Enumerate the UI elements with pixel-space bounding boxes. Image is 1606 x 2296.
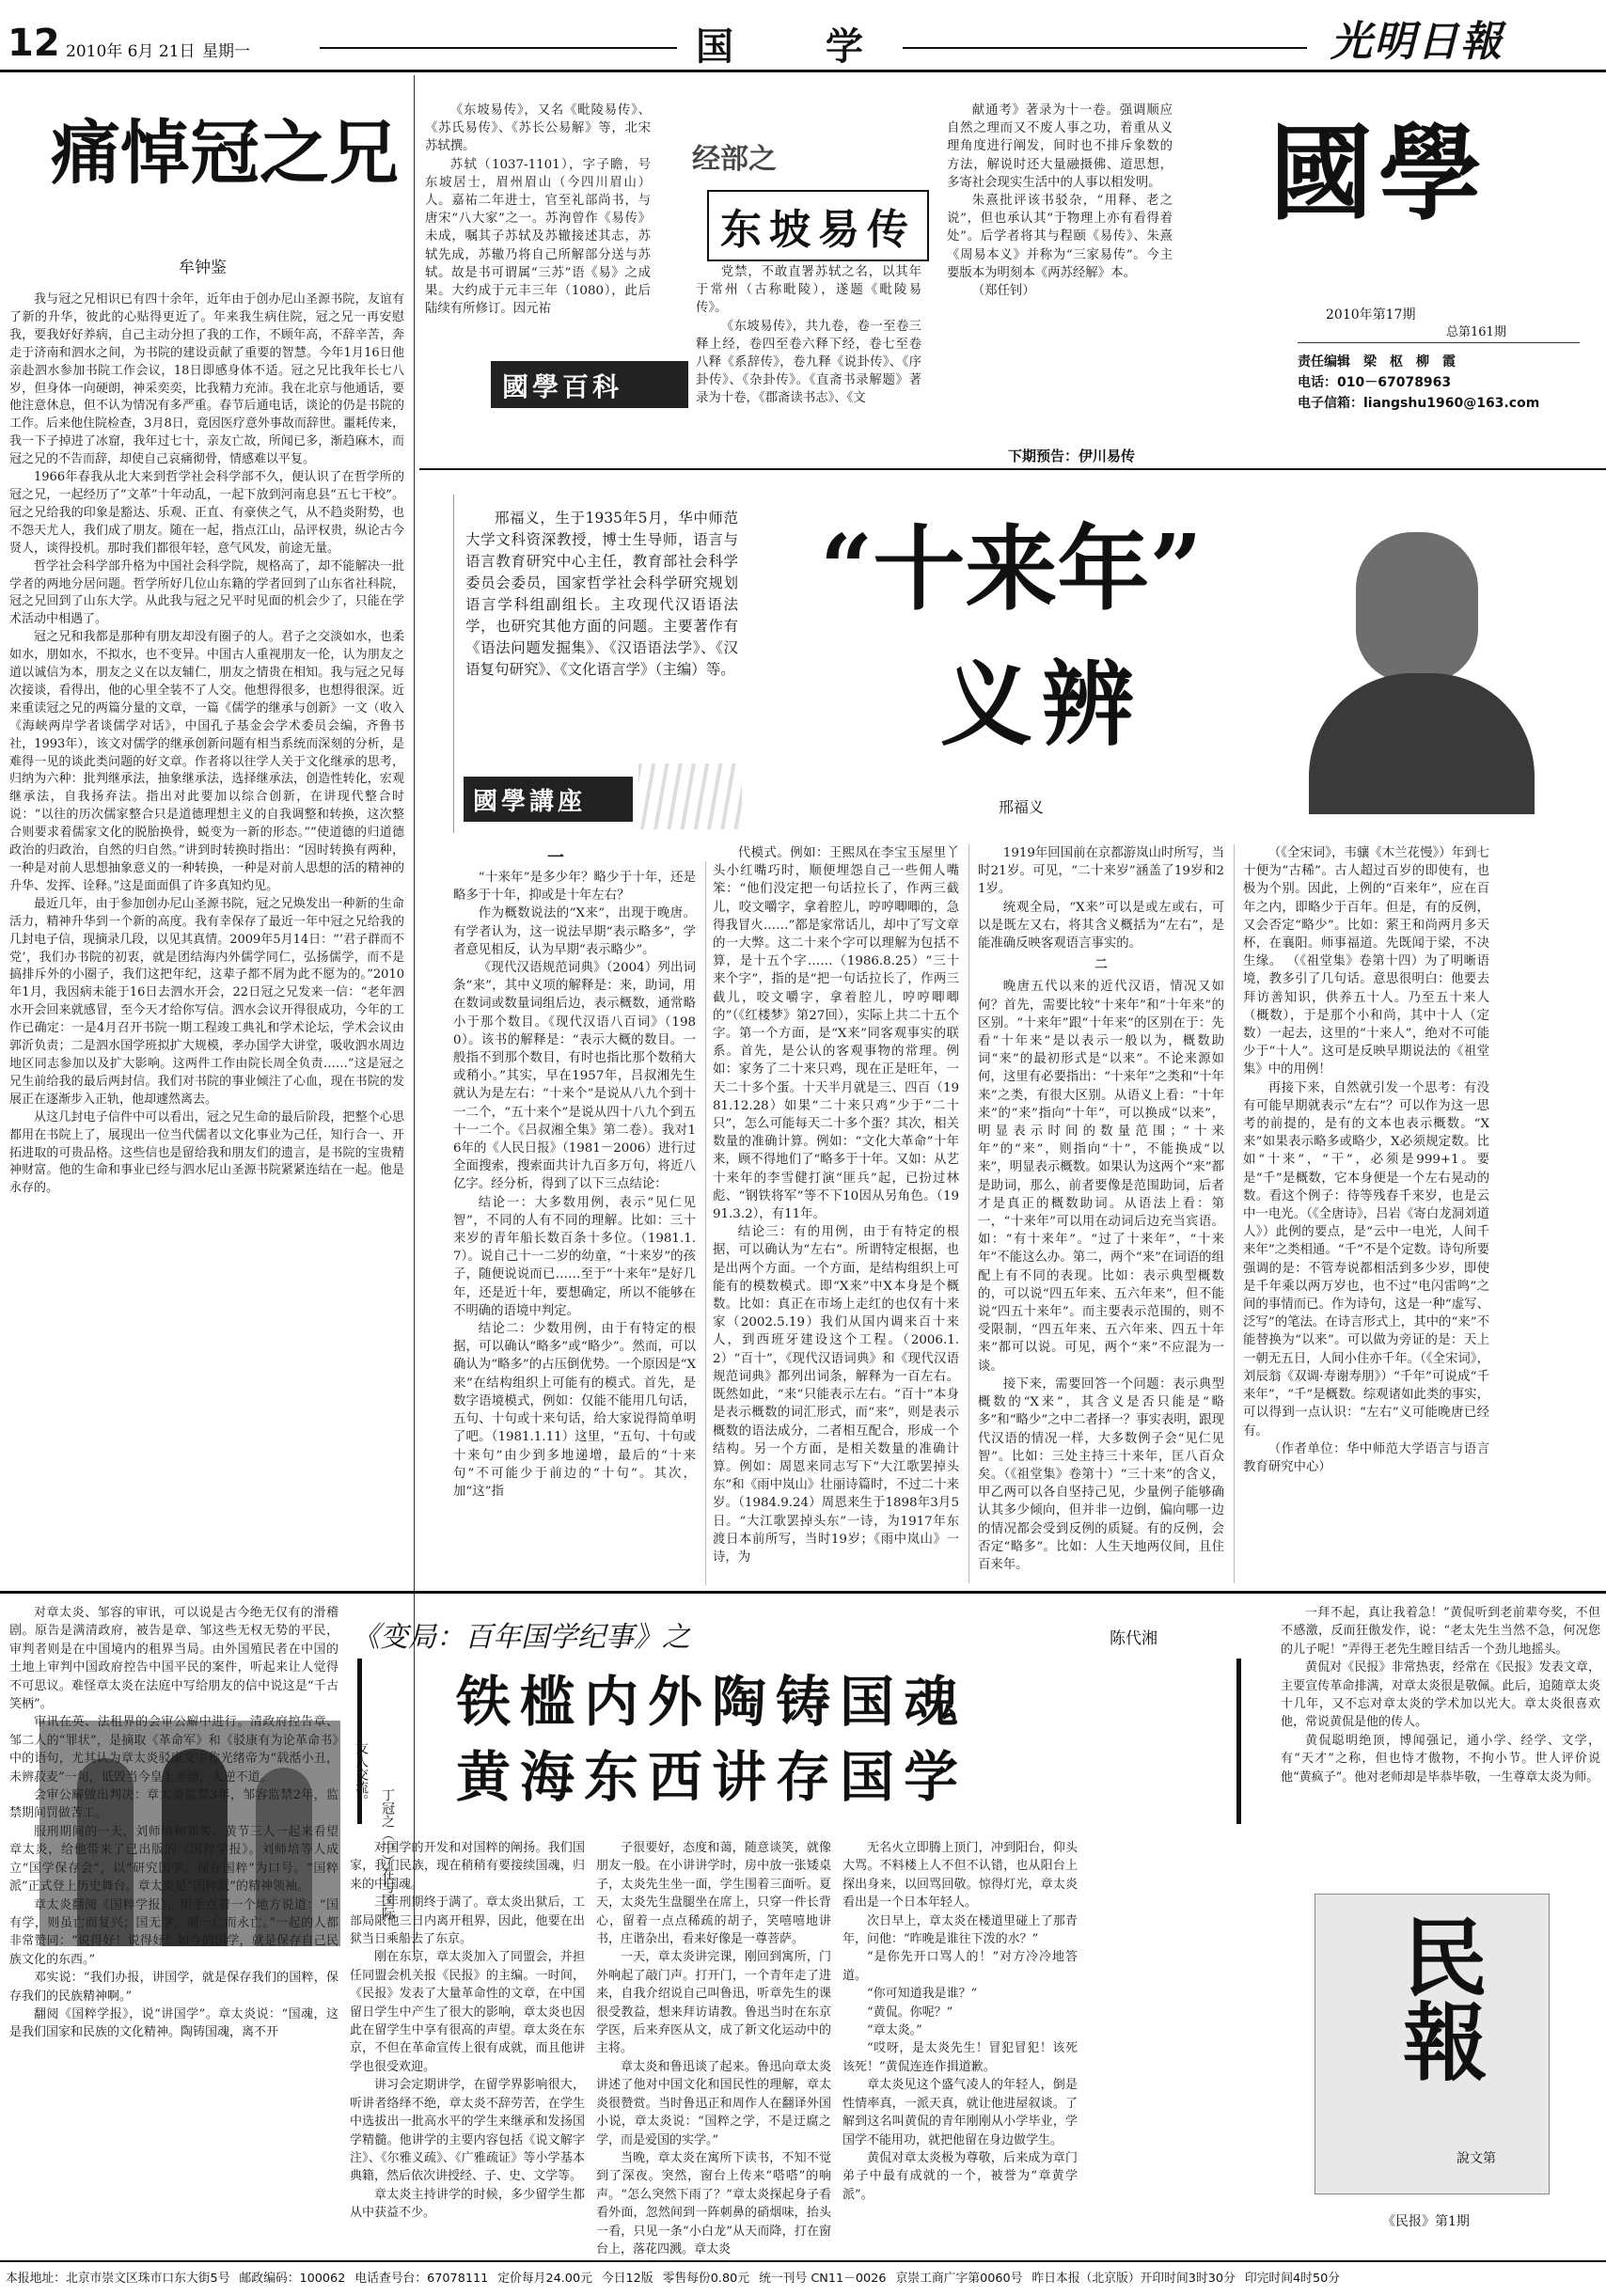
footer-item: 统一刊号 CN11－0026	[759, 2272, 887, 2286]
article-paragraph: （作者单位：华中师范大学语言与语言教育研究中心）	[1243, 1441, 1489, 1474]
weekday: 星期一	[202, 42, 250, 61]
minbao-paragraph: 当晚，章太炎在寓所下读书，不知不觉到了深夜。突然，窗台上传来“嗒嗒”的响声。“怎么突然下雨了？”章太炎探起身子看看外面，忽然间到一阵刺鼻的硝烟味，抬头一看，只见一条“小白龙”从天而降，打在窗台上，落花四溅。章太炎	[596, 2150, 831, 2257]
article-paragraph: 结论二：少数用例，由于有特定的根据，可以确认“略多”或“略少”。然而，可以确认为“略多”的占压倒优势。一个原因是“X来”在结构组织上可能有的模式。首先，是数字语境模式，例如：仅能不能用几句话，五句、十句或十来句话，给大家说得简单明了吧。（1981.1.11）这里，“五句、十句或十来句”由少到多地递增，最后的“十来句”不可能少于前边的“十句”。其次，加“这”指	[453, 1322, 696, 1499]
article-paragraph: 《现代汉语规范词典》（2004）列出词条“来”，其中义项的解释是：来，助词，用在数词或数量词组后边，表示概数，通常略小于那个数目。《现代汉语八百词》（1980）。该书的解释是：“表示大概的数目。一般指不到那个数目，有时也指比那个数稍大或稍小。”其实，早在1957年，吕叔湘先生就认为是左右：“十来个”是说从八九个到十一二个，“五十来个”是说从四十八九个到五十一二个。《吕叔湘全集》第二卷）。我对16年的《人民日报》（1981－2006）进行过全面搜索，搜索面共计九百多万句，将近八亿字。经分析，得到了以下三点结论：	[453, 961, 696, 1192]
minbao-paragraph: 会审公廨做出判决：章太炎监禁3年，邹容监禁2年，监禁期间罚做苦工。	[9, 1788, 339, 1821]
obituary-paragraph: 我与冠之兄相识已有四十余年，近年由于创办尼山圣源书院，友谊有了新的升华，彼此的心贴得更近了。年来我生病住院，冠之兄一再安慰我，要我好好养病，自己主动分担了我的工作，不顾年高，不辞辛苦，奔走于济南和泗水之间，为书院的建设贡献了重要的智慧。今年1月16日他亲赴泗水参加书院工作会议，18日即感身体不适。冠之兄比我年长七八岁，但身体一向硬朗，神采奕奕，比我精力充沛。我在北京与他通话，要他注意休息，但不认为情况有多严重。春节后通电话，谈论的仍是书院的工作。后来他住院检查，3月8日，竟因医疗意外事故而辞世。噩耗传来，我一下子掉进了冰窟，我年过七十，亲友亡故，所闻已多，渐趋麻木，而冠之兄的不告而辞，却使自己哀痛彻骨，情感难以平复。	[9, 292, 404, 467]
minbao-paragraph: 对国学的开发和对国粹的阐扬。我们国家，我们民族，现在稍稍有要接续国魂，归来的中国魂。	[350, 1841, 585, 1892]
jingbu-prefix: 经部之	[692, 143, 777, 176]
obituary-paragraph: 冠之兄和我都是那种有朋友却没有圈子的人。君子之交淡如水，也柔如水，朋如水，不拟水，也不变异。中国古人重视朋友一伦，认为朋友之道以诚信为本，朋友之义在以友辅仁，朋友之情贵在相知。我与冠之兄每次接谈，看得出，他的心里全装不了人交。他想得很多，也想得很深。近来重读冠之兄的两篇分量的文章，一篇《儒学的继承与创新》一文（收入《海峡两岸学者谈儒学对话》，中国孔子基金会学术委员会编，齐鲁书社，1993年），该文对儒学的继承创新问题有相当系统而深刻的分析，是难得一见的谈此类问题的好文章。作者将以往学人关于文化继承的思考，归纳为六种：批判继承法，抽象继承法，选择继承法，创造性转化，宏观继承法，自我扬弃法。指出对此要加以综合创新，在讲现代整合时说：“以往的历次儒家整合只是道德理想主义的自我调整和转换，这次整合则要求着儒家文化的脱胎换骨，蜕变为一新的形态。”“使道德的归道德政治的归政治，自然的归自然。”讲到时转换时指出：“因时转换有两种，一种是对前人思想抽象意义的一种转换，一种是对前人思想的活的精神的升华、发挥、诠释。”这是面面俱了许多真知灼见。	[9, 630, 404, 893]
page-number: 12	[8, 22, 60, 65]
article-paragraph: 结论一：大多数用例，表示“见仁见智”，不同的人有不同的理解。比如：三十来岁的青年船长数百条十多位。（1981.1.7）。说自己十一二岁的幼童，“十来岁”的孩子，随便说说而已……至于“十来年”是好几年，还是近十年，要想确定，所以不能够在不明确的语境中判定。	[453, 1195, 696, 1318]
newspaper-logo: 光明日報	[1330, 18, 1504, 66]
jingbu-title: 东坡易传	[707, 190, 929, 261]
author-bio: 邢福义，生于1935年5月，华中师范大学文科资深教授，博士生导师，语言与语言教育研究中心主任，教育部社会科学委员会委员，国家哲学社会科学研究规划语言学科组副组长。主攻现代汉语语法学，也研究其他方面的问题。主要著作有《语法问题发掘集》、《汉语语法学》、《汉语复句研究》、《文化语言学》（主编）等。	[465, 510, 738, 678]
minbao-col5	[1281, 1604, 1600, 1886]
minbao-paragraph: 刚在东京，章太炎加入了同盟会，并担任同盟会机关报《民报》的主编。一时间，《民报》发表了大量革命性的文章，在中国留日学生中产生了很大的影响，章太炎也因此在留学生中享有很高的声望。章太炎在东京，不但在革命宣传上很有成就，而且他讲学也很受欢迎。	[350, 1950, 585, 2074]
obituary-paragraph: 1966年春我从北大来到哲学社会科学部不久，便认识了在哲学所的冠之兄，一起经历了“文革”十年动乱，一起下放到河南息县“五七干校”。冠之兄给我的印象是豁达、乐观、正直、有豪侠之气，从不趋炎附势，也不怨天尤人，我们成了朋友。随在一起，指点江山，品评权贵，纵论古今贤人，谈得投机。那时我们都很年轻，意气风发，前途无量。	[9, 470, 404, 556]
minbao-paragraph: “是你先开口骂人的！”对方冷冷地答道。	[842, 1950, 1078, 1983]
guoxue-logo: 國學	[1269, 113, 1488, 234]
footer-item: 零售每份0.80元	[662, 2272, 750, 2286]
responsible-editors: 责任编辑 梁 枢 柳 霞	[1298, 354, 1456, 370]
obituary-title: 痛悼冠之兄	[51, 113, 399, 194]
jingbu-box	[425, 79, 1252, 474]
minbao-paragraph: 子很要好，态度和蔼，随意谈笑，就像朋友一般。在小讲讲学时，房中放一张矮桌子，太炎先生坐一面，学生围着三面听。夏天，太炎先生盘腿坐在席上，只穿一件长背心，留着一点点稀疏的胡子，笑嘻嘻地讲书，庄谐杂出，看来好像是一尊菩萨。	[596, 1841, 831, 1947]
minbao-paragraph: “黄侃。你呢？”	[867, 2005, 953, 2020]
minbao-paragraph: 三年刑期终于满了。章太炎出狱后，工部局限他三日内离开租界，因此，他要在出狱当日乘船去了东京。	[350, 1895, 585, 1947]
minbao-cover-sub: 說文第	[1456, 2151, 1496, 2166]
minbao-paragraph: 讲习会定期讲学，在留学界影响很大，听讲者络绎不绝，章太炎不辞劳苦，在学生中选拔出一批高水平的学生来继承和发扬国学精髓。他讲学的主要内容包括《说文解字注》、《尔雅义疏》、《广雅疏证》等小学基本典籍，然后依次讲授经、子、史、文学等。	[350, 2078, 585, 2184]
section-title: 国 学	[696, 25, 869, 69]
article-paragraph: 再接下来，自然就引发一个思考：有没有可能早期就表示“左右”？可以作为这一思考的前提的，是有的文本也表示概数。“X来”如果表示略多或略少，X必须规定数。比如“十来”，“干”，必须是999+1。要是“千”是概数，它本身便是一个左右晃动的数。看这个例子：待等残春千来岁，也是云中一电光。（《全唐诗》，吕岩《寄白龙洞刘道人》）此例的要点，是“云中一电光，人间千来年”之类相通。“千”不是个定数。诗句所要强调的是：不管寿说都相活到多少岁，即使是千年乘以两万岁也，也不过“电闪雷鸣”之间的事情而已。作为诗句，这是一种“虚写、泛写”的笔法。在诗言形式上，其中的“来”不能替换为“以来”。可以做为旁证的是：天上一朝无五日，人间小住亦千年。（《全宋词》，刘辰翁《双调·寿谢寿朋》）“千年”可说成“千来年”，“千”是概数。综观诸如此类的事实，可以得到一点认识：“左右”义可能晚唐已经有。	[1243, 1080, 1489, 1439]
footer-item: 昨日本报（北京版）开印时间3时30分	[1031, 2272, 1236, 2286]
minbao-paragraph: 一拜不起，真让我着急！”黄侃听到老前辈夸奖，不但不感激，反而狂傲发作，说：“老太先生当然不急，何况您的儿子呢！”弄得王老先生瞠目结舌一个劲儿地摇头。	[1281, 1606, 1600, 1657]
article-col4	[1243, 844, 1489, 1583]
footer-item: 邮政编码：100062	[239, 2272, 346, 2286]
minbao-paragraph: 章太炎翻阅《国粹学报》，用手点着一个地方说道：“国有学，则虽亡而复兴；国无学，则一亡而永亡。”一起的人都非常赞同：“说得好！说得好！如今的国学，就是保存自己民族文化的东西。”	[9, 1897, 339, 1967]
jingbu-paragraph: 献通考》著录为十一卷。强调顺应自然之理而又不废人事之功，着重从义理角度进行阐发，间时也不排斥象数的方法，解说时还大量融摄佛、道思想，多寄社会现实生活中的人事以相发明。	[947, 103, 1173, 190]
minbao-paragraph: 黄侃对《民报》非常热衷，经常在《民报》发表文章，主要宣传革命排满，对章太炎很是敬佩。此后，追随章太炎十几年，又不忘对章太炎的学术加以光大。章太炎很喜欢他，常说黄侃是他的传人。	[1281, 1660, 1600, 1730]
main-article	[425, 476, 1600, 1585]
obituary-body	[9, 291, 404, 1702]
masthead	[0, 0, 1606, 70]
minbao-series-prefix: 《变局：百年国学纪事》之	[352, 1621, 690, 1654]
jingbu-col1	[425, 102, 651, 384]
minbao-paragraph: 次日早上，章太炎在楼道里碰上了那青年，问他：“昨晚是谁往下泼的水？”	[842, 1913, 1078, 1947]
minbao-paragraph: “哎呀，是太炎先生！冒犯冒犯！该死该死！”黄侃连连作揖道歉。	[842, 2041, 1078, 2074]
obituary-paragraph: 最近几年，由于参加创办尼山圣源书院，冠之兄焕发出一种新的生命活力，精神升华到一个新的高度。我有幸保存了最近一年中冠之兄给我的几封电子信，现摘录几段，以见其真情。2009年5月14日：“‘君子群而不党’，我们办书院的初衷，就是团结海内外儒学同仁，弘扬儒学，而不是搞排斥外的小圈子，我们这把年纪，这辈子都不屑为此不愿为的。”2010年1月，我因病未能于16日去泗水开会，22日冠之兄发来一信：“老年泗水开会回来就感冒，至今天才给你写信。泗水会议开得很成功，今年的工作已确定：一是4月召开书院一期工程竣工典礼和学术论坛，学术会议由郭沂负责；二是泗水国学班拟扩大规模，孝办国学大讲堂，吸收泗水周边地区同志参加以及扩大影响。这两件工作由院长周全负责……”这是冠之兄生前给我的最后两封信。我们对书院的事业倾注了心血，现在书院的发展正在逐渐步入正轨，他却遽然离去。	[9, 896, 404, 1107]
editor-phone: 电话：010－67078963	[1298, 375, 1452, 390]
minbao-paragraph: 一天，章太炎讲完课，刚回到寓所，门外响起了敲门声。打开门，一个青年走了进来，自我介绍说自己叫鲁迅，听章先生的课很受教益，想来拜访请教。鲁迅当时在东京学医，后来弃医从文，成了新文化运动中的主将。	[596, 1950, 831, 2056]
footer-item: 今日12版	[601, 2272, 653, 2286]
minbao-author: 陈代湘	[1110, 1629, 1157, 1648]
jingbu-col2	[696, 263, 921, 414]
article-paragraph: 结论三：有的用例，由于有特定的根据，可以确认为“左右”。所谓特定根据，也是出两个方面。一个方面，是结构组织上可能有的模数模式。即“X来”中X本身是个概数。比如：真正在市场上走红的也仅有十来家（2002.5.19）我们从国内调来百十来人，到西班牙建设这个工程。（2006.1.2）“百十”，《现代汉语词典》和《现代汉语规范词典》都列出词条，解释为一百左右。既然如此，“来”只能表示左右。“百十”本身是表示概数的词汇形式，而“来”，则是表示概数的语法成分，二者相互配合，形成一个结构。另一个方面，是相关数量的准确计算。例如：周恩来同志写下“大江歌罢掉头东”和《雨中岚山》壮丽诗篇时，不过二十来岁。（1984.9.24）周恩来生于1898年3月5日。“大江歌罢掉头东”一诗，为1917年东渡日本前所写，当时19岁；《雨中岚山》一诗，为	[713, 1225, 959, 1565]
editor-email: 电子信箱：liangshu1960@163.com	[1298, 396, 1540, 411]
jingbu-paragraph: 《东坡易传》，又名《毗陵易传》、《苏氏易传》、《苏长公易解》等，北宋苏轼撰。	[425, 103, 651, 154]
article-col2	[713, 844, 959, 1583]
minbao-paragraph: 邓实说：“我们办报，讲国学，就是保存我们的国粹，保存我们的民族精神啊。”	[9, 1971, 339, 2004]
minbao-paragraph: “你可知道我是谁？”	[867, 1987, 978, 2002]
photo-caption-right: 丁冠之（中）在与国际	[380, 1788, 395, 1920]
photo-caption-left: 友人交流。	[354, 1741, 369, 1807]
article-paragraph: 代模式。例如：王熙凤在李宝玉屋里丫头小红嘴巧时，顺便埋怨自己一些佣人嘴笨：“他们没定把一句话拉长了，作两三截儿，咬文嚼字，拿着腔儿，哼哼唧唧的，急得我冒火……”都是家常话儿，却中了写文章的一大弊。这二十来个字可以理解为包括不算，是十五个字……（1986.8.25）“三十来个字”，指的是“把一句话拉长了，作两三截儿，咬文嚼字，拿着腔儿，哼哼唧唧的”（《红楼梦》第27回），实际上共二十五个字。第一个方面，是“X来”同客观事实的联系。首先，是公认的客观事物的常理。例如：家务了二十来只鸡，现在正是旺年，一天二十多个蛋。十天半月就是三、四百（1981.12.28）如果“二十来只鸡”少于“二十只”，怎么可能每天二十多个蛋？其次，相关数量的准确计算。例如：“文化大革命”十年来，顾不得地们了“略多于十年。又如：从艺十来年的李雪健打演“匪兵”起，已扮过林彪、“钢铁将军”等不下10因从另角色。（1991.3.2），有11年。	[713, 846, 959, 1222]
jingbu-paragraph: 党禁，不敢直署苏轼之名，以其年于常州（古称毗陵），遂题《毗陵易传》。	[696, 265, 921, 316]
minbao-paragraph: 无名火立即腾上顶门，冲到阳台，仰头大骂。不料楼上人不但不认错，也从阳台上探出身来，以回骂回敬。惊得灯光，章太炎看出是一个日本年轻人。	[842, 1841, 1078, 1911]
footer-item: 本报地址：北京市崇文区珠市口东大街5号	[6, 2272, 230, 2286]
article-title-line2: 义辨	[940, 651, 1144, 759]
article-paragraph: 接下来，需要回答一个问题：表示典型概数的“X来”，其含义是否只能是“略多”和“略少”之中二者择一？事实表明，跟现代汉语的情况一样，大多数例子会“见仁见智”。比如：三处主持三十来年，匡八百众矣。（《祖堂集》卷第十）“三十来”的含义，甲乙两可以各自坚持己见，少量例子能够确认其多少倾向，但并非一边倒，偏向哪一边的情况都会受到反例的质疑。有的反例，会否定“略多”。比如：人生天地两仪间，且住百来年。	[978, 1376, 1224, 1572]
minbao-cover	[1315, 1894, 1550, 2194]
jingbu-paragraph: 朱熹批评该书驳杂，“用释、老之说”，但也承认其“于物理上亦有看得着处”。后学者将其与程颐《易传》、朱熹《周易本义》并称为“三家易传”。今主要版本为明刻本《两苏经解》本。	[947, 194, 1173, 280]
jingbu-paragraph: （郑任钊）	[971, 284, 1035, 299]
article-title-line1: “十来年”	[820, 515, 1203, 623]
author-portrait	[1299, 504, 1582, 814]
section-two-marker: 二	[1094, 958, 1108, 973]
footer-item: 定价每月24.00元	[497, 2272, 592, 2286]
minbao-paragraph: 审讯在英、法租界的会审公廨中进行。清政府控告章、邹二人的“罪状”，是摘取《革命军》和《驳康有为论革命书》中的语句，尤其认为章太炎驳康文中称光绪帝为“载湉小丑，未辨菽麦”一句，诋毁当今皇上圣德，大逆不道。	[9, 1715, 339, 1785]
article-paragraph: 统观全局，“X来”可以是或左或右，可以是既左又右，将其含义概括为“左右”，是能准确反映客观语言事实的。	[978, 900, 1224, 951]
minbao-title-line2: 黄海东西讲存国学	[456, 1745, 968, 1809]
guoxue-lecture-logo: 國學講座	[464, 777, 633, 822]
footer-item: 印完时间4时50分	[1244, 2272, 1341, 2286]
minbao-col4	[842, 1839, 1078, 2240]
minbao-title-line1: 铁槛内外陶铸国魂	[456, 1670, 968, 1734]
next-issue-preview: 下期预告：伊川易传	[1008, 448, 1136, 464]
footer	[6, 2268, 1600, 2290]
minbao-intro	[9, 1604, 339, 2240]
obituary-author: 牟钟鉴	[179, 259, 227, 277]
minbao-paragraph: “章太炎。”	[867, 2023, 922, 2038]
minbao-cover-title: 民報	[1388, 1913, 1488, 2083]
article-paragraph: （《全宋词》，韦骧《木兰花慢》）年到七十便为“古稀”。古人超过百岁的即使有，也极为个别。因此，上例的“百来年”，应在百年之内，即略少于百年。但是，有的反例，又会否定“略少”。比如：萦王和尚两月多天杯，在襄阳。师事福道。先既闻于梁，不决生缘。 （《祖堂集》卷第十四）为了明晰语境，教多引了几句话。意思很明白：他要去拜访善知识，供养五十人。乃至五十来人（概数），于是那个小和尚，其中十人（定数）一起去，这里的“十来人”，绝对不可能少于“十人”。这可是反映早期说法的《祖堂集》中的用例！	[1243, 846, 1489, 1077]
minbao-paragraph: 对章太炎、邹容的审讯，可以说是古今绝无仅有的滑稽剧。原告是满清政府，被告是章、邹这些无权无势的平民，审判者则是在中国境内的租界当局。由外国殖民者在中国的土地上审判中国政府控告中国平民的案件，听起来让人觉得不可思议。难怪章太炎在法庭中写给朋友的信中说这是“千古笑柄”。	[9, 1606, 339, 1712]
minbao-paragraph: 黄侃对章太炎极为尊敬，后来成为章门弟子中最有成就的一个，被誉为“章黄学派”。	[842, 2150, 1078, 2202]
minbao-col2	[350, 1839, 585, 2240]
article-author: 邢福义	[999, 798, 1045, 816]
article-paragraph: 1919年回国前在京都游岚山时所写，当时21岁。可见，“二十来岁”涵盖了19岁和21岁。	[978, 846, 1224, 897]
footer-item: 电话查号台：67078111	[354, 2272, 489, 2286]
minbao-title-box	[357, 1659, 1241, 1824]
minbao-paragraph: 章太炎见这个盛气凌人的年轻人，倒是性情率真，一派天真，就让他进屋叙谈。了解到这名叫黄侃的青年刚刚从小学毕业，学国学不能用功，就把他留在身边做学生。	[842, 2078, 1078, 2147]
minbao-paragraph: 服刑期间的一天，刘师培和邓实、黄节三人一起来看望章太炎，给他带来了已出版的《国粹学报》。刘师培等人成立“国学保存会”，以“研究国学、保存国粹”为口号。“国粹派”正式登上历史舞台。章太炎是“国粹派”的精神领袖。	[9, 1824, 339, 1895]
article-col1	[453, 869, 696, 1583]
obituary-paragraph: 哲学社会科学部升格为中国社会科学院，规格高了，却不能解决一批学者的两地分居问题。哲学所好几位山东籍的学者回到了山东省社科院，冠之兄回到了山东大学。从此我与冠之兄平时见面的机会少了，只能在学术活动中相遇了。	[9, 558, 404, 627]
guoxue-pedia-logo: 國學百科	[491, 361, 688, 408]
minbao-caption: 《民报》第1期	[1382, 2214, 1470, 2229]
bamboo-decoration	[638, 763, 742, 829]
jingbu-col3	[947, 102, 1173, 431]
issue-date: 2010年 6月 21日	[66, 42, 196, 61]
obituary-paragraph: 从这几封电子信件中可以看出，冠之兄生命的最后阶段，把整个心思都用在书院上了，展现出一位当代儒者以文化事业为己任，知行合一、开拓进取的可贵品格。这些信也是留给我和朋友们的遗言，是书院的宝贵精神财富。他的生命和事业已经与泗水尼山圣源书院紧紧连结在一起。他是永存的。	[9, 1109, 404, 1196]
article-col3	[978, 844, 1224, 1583]
total-issue: 总第161期	[1446, 325, 1506, 339]
portrait-body	[1309, 673, 1535, 814]
section-one-marker: 一	[547, 848, 564, 868]
minbao-paragraph: 章太炎主持讲学的时候，多少留学生都从中获益不少。	[350, 2187, 585, 2221]
minbao-col3	[596, 1839, 831, 2257]
article-paragraph: 晚唐五代以来的近代汉语，情况又如何？首先，需要比较“十来年”和“十年来”的区别。“十来年”跟“十年来”的区别在于：先看“十年来”是以表示一般以为，概数助词“来”的最初形式是“以来”。不论来源如何，这里有必要指出：“十来年”之类和“十年来”之类，有很大区别。从语义上看：“十年来”的“来”指向“十年”，可以换成“以来”，明显表示时间的数量范围；“十来年”的“来”，则指向“十”，不能换成“以来”，明显表示概数。如果认为这两个“来”都是助词，那么，前者要像是范围助词，后者才是真正的概数助词。从语法上看：第一，“十来年”可以用在动词后边充当宾语。如：“有十来年”。“过了十来年”，“十来年”不能这么办。第二，两个“来”在词语的组配上有不同的表现。比如：表示典型概数的，可以说“四五年来、五六年来”，但不能说“四五十来年”。而主要表示范围的，则不受限制，“四五年来、五六年来、四五十年来”都可以说。可见，两个“来”不应混为一谈。	[978, 980, 1224, 1374]
portrait-head	[1356, 532, 1478, 683]
footer-item: 京崇工商广字第0060号	[895, 2272, 1023, 2286]
jingbu-paragraph: 《东坡易传》，共九卷，卷一至卷三释上经，卷四至卷六释下经，卷七至卷八释《系辞传》，卷九释《说卦传》、《序卦传》、《杂卦传》。《直斋书录解题》著录为十卷，《郡斋读书志》、《文	[696, 319, 921, 406]
minbao-paragraph: 章太炎和鲁迅谈了起来。鲁迅向章太炎讲述了他对中国文化和国民性的理解，章太炎很赞赏。当时鲁迅正和周作人在翻译外国小说，章太炎说：“国粹之学，不是迂腐之学，而是爱国的实学。”	[596, 2059, 831, 2147]
issue-number: 2010年第17期	[1326, 307, 1416, 322]
article-paragraph: 作为概数说法的“X来”，出现于晚唐。有学者认为，这一说法早期“表示略多”，学者意见相反，认为早期“表示略少”。	[453, 906, 696, 957]
minbao-paragraph: 黄侃聪明绝顶，博闻强记，通小学、经学、文学，有“天才”之称，但也恃才傲物，不拘小节。世人评价说他“黄疯子”。他对老师却是毕恭毕敬，一生尊章太炎为师。	[1281, 1733, 1600, 1785]
minbao-paragraph: 翻阅《国粹学报》，说“讲国学”。章太炎说：“国魂，这是我们国家和民族的文化精神。陶铸国魂，离不开	[9, 2006, 339, 2040]
article-paragraph: “十来年”是多少年？略少于十年，还是略多于十年，抑或是十年左右？	[453, 871, 696, 904]
jingbu-paragraph: 苏轼（1037-1101），字子瞻，号东坡居士，眉州眉山（今四川眉山）人。嘉祐二年进士，官至礼部尚书，与唐宋“八大家”之一。苏洵曾作《易传》未成，嘱其子苏轼及苏辙接述其志，苏轼先成，苏辙乃将自己所解部分送与苏轼。故是书可谓属“三苏”语《易》之成果。大约成于元丰三年（1080），此后陆续有所修订。因元祐	[425, 157, 651, 317]
author-bio-box	[453, 495, 745, 833]
guoxue-header	[1260, 79, 1598, 474]
minbao-section	[0, 1598, 1606, 2257]
